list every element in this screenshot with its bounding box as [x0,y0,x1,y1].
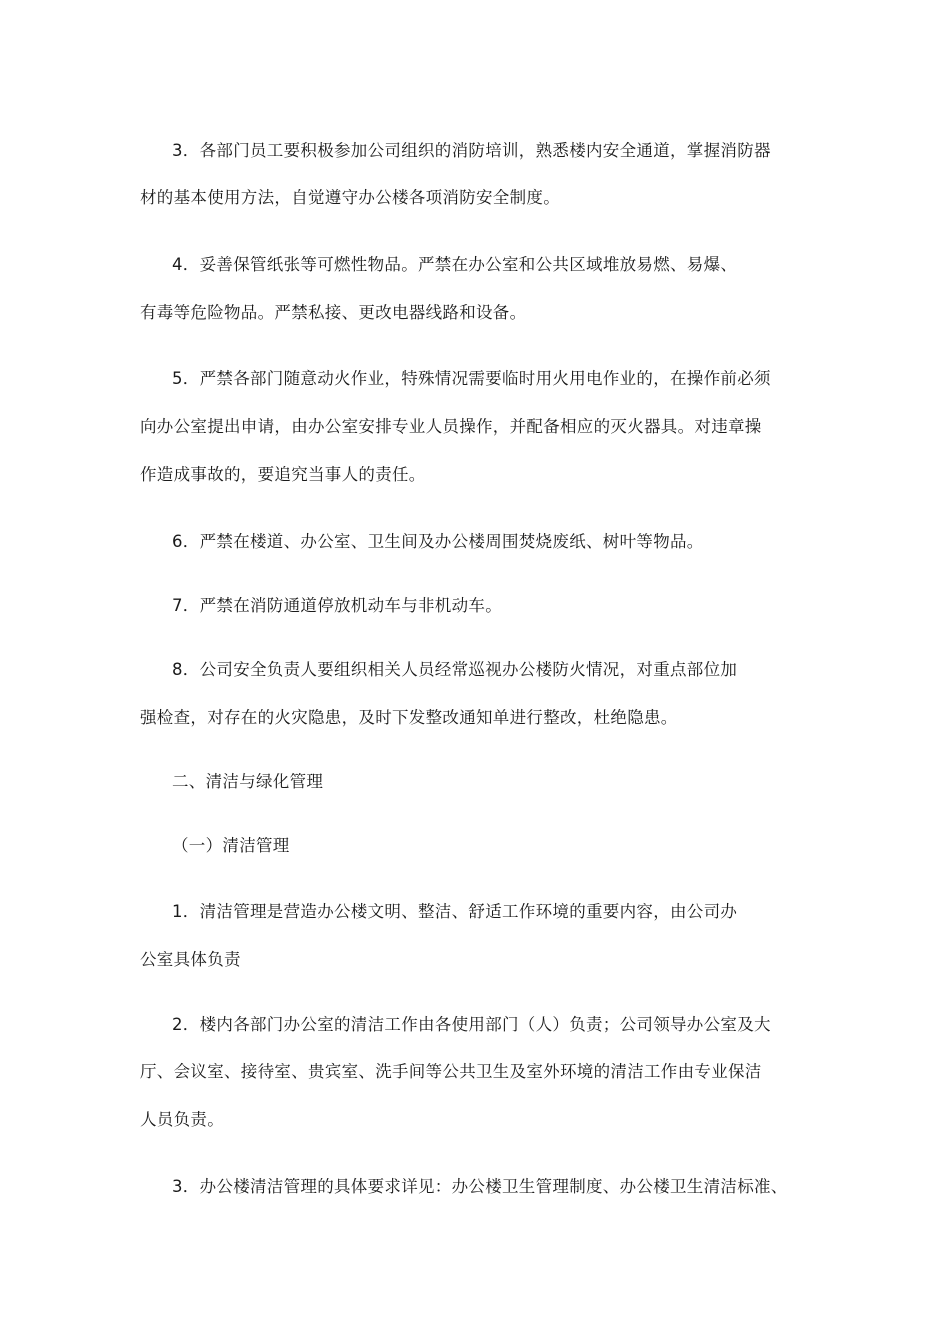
text-line: 4．妥善保管纸张等可燃性物品。严禁在办公室和公共区域堆放易燃、易爆、 [172,255,738,274]
text-line: 公室具体负责 [140,950,241,969]
subsection-heading: （一）清洁管理 [172,836,290,855]
text-line: 强检查，对存在的火灾隐患，及时下发整改通知单进行整改，杜绝隐患。 [140,708,678,727]
text-line: 6．严禁在楼道、办公室、卫生间及办公楼周围焚烧废纸、树叶等物品。 [172,532,704,551]
text-line: 3．办公楼清洁管理的具体要求详见：办公楼卫生管理制度、办公楼卫生清洁标准、 [172,1177,788,1196]
text-line: 2．楼内各部门办公室的清洁工作由各使用部门（人）负责；公司领导办公室及大 [172,1015,771,1034]
section-heading: 二、清洁与绿化管理 [172,772,324,791]
text-line: 3．各部门员工要积极参加公司组织的消防培训，熟悉楼内安全通道，掌握消防器 [172,141,771,160]
text-line: 向办公室提出申请，由办公室安排专业人员操作，并配备相应的灭火器具。对违章操 [140,417,762,436]
text-line: 材的基本使用方法，自觉遵守办公楼各项消防安全制度。 [140,188,560,207]
text-line: 7．严禁在消防通道停放机动车与非机动车。 [172,596,502,615]
text-line: 厅、会议室、接待室、贵宾室、洗手间等公共卫生及室外环境的清洁工作由专业保洁 [140,1062,762,1081]
text-line: 有毒等危险物品。严禁私接、更改电器线路和设备。 [140,303,527,322]
text-line: 5．严禁各部门随意动火作业，特殊情况需要临时用火用电作业的，在操作前必须 [172,369,771,388]
text-line: 1．清洁管理是营造办公楼文明、整洁、舒适工作环境的重要内容，由公司办 [172,902,738,921]
text-line: 人员负责。 [140,1110,224,1129]
text-line: 8．公司安全负责人要组织相关人员经常巡视办公楼防火情况，对重点部位加 [172,660,738,679]
text-line: 作造成事故的，要追究当事人的责任。 [140,465,426,484]
